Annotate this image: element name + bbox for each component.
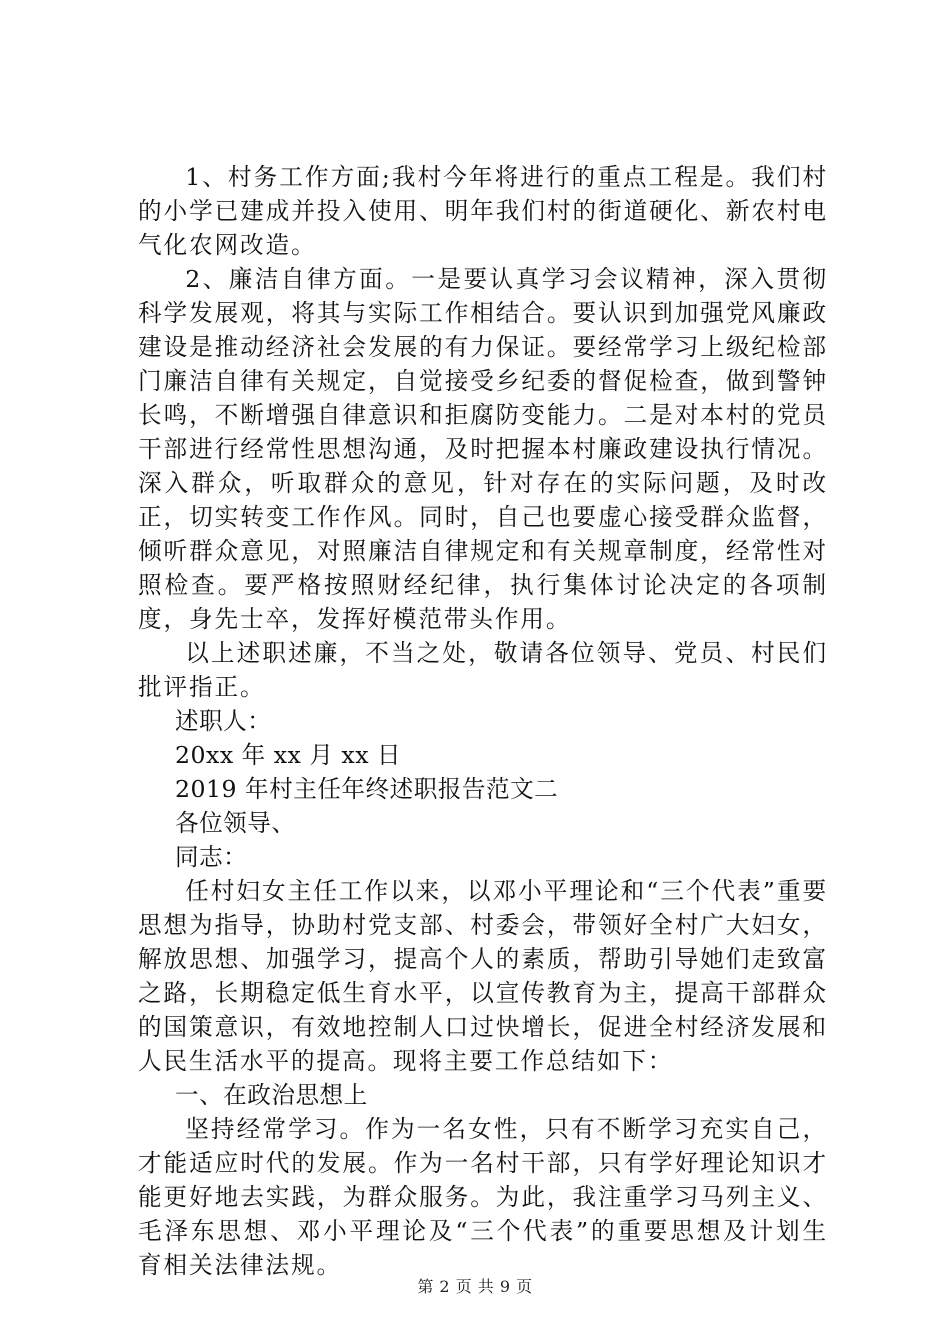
second-report-title: 2019 年村主任年终述职报告范文二 — [175, 775, 559, 803]
paragraph-introduction: 任村妇女主任工作以来，以邓小平理论和“三个代表”重要思想为指导，协助村党支部、村委会，带领好全村广大妇女，解放思想、加强学习，提高个人的素质，帮助引导她们走致富之路，长期稳定低生育水平，以宣传教育为主，提高干部群众的国策意识，有效地控制人口过快增长，促进全村经济发展和人民生活水平的提高。现将主要工作总结如下： — [138, 877, 828, 1075]
paragraph-integrity: 2、廉洁自律方面。一是要认真学习会议精神，深入贯彻科学发展观，将其与实际工作相结合。要认识到加强党风廉政建设是推动经济社会发展的有力保证。要经常学习上级纪检部门廉洁自律有关规定，自觉接受乡纪委的督促检查，做到警钟长鸣，不断增强自律意识和拒腐防变能力。二是对本村的党员干部进行经常性思想沟通，及时把握本村廉政建设执行情况。深入群众，听取群众的意见，针对存在的实际问题，及时改正，切实转变工作作风。同时，自己也要虚心接受群众监督，倾听群众意见，对照廉洁自律规定和有关规章制度，经常性对照检查。要严格按照财经纪律，执行集体讨论决定的各项制度，身先士卒，发挥好模范带头作用。 — [138, 265, 828, 633]
document-body — [138, 160, 828, 1282]
signature-label: 述职人： — [175, 707, 272, 735]
salutation-comrades: 同志： — [175, 843, 248, 871]
page-footer: 第 2 页 共 9 页 — [417, 1277, 533, 1296]
paragraph-village-affairs: 1、村务工作方面;我村今年将进行的重点工程是。我们村的小学已建成并投入使用、明年我们村的街道硬化、新农村电气化农网改造。 — [138, 163, 828, 259]
paragraph-closing: 以上述职述廉，不当之处，敬请各位领导、党员、村民们批评指正。 — [138, 639, 828, 701]
salutation-leaders: 各位领导、 — [175, 809, 296, 837]
paragraph-study: 坚持经常学习。作为一名女性，只有不断学习充实自己，才能适应时代的发展。作为一名村干部，只有学好理论知识才能更好地去实践，为群众服务。为此，我注重学习马列主义、毛泽东思想、邓小平理论及“三个代表”的重要思想及计划生育相关法律法规。 — [138, 1115, 828, 1279]
section-heading-political: 一、在政治思想上 — [175, 1081, 368, 1109]
report-date: 20xx 年 xx 月 xx 日 — [175, 741, 402, 769]
